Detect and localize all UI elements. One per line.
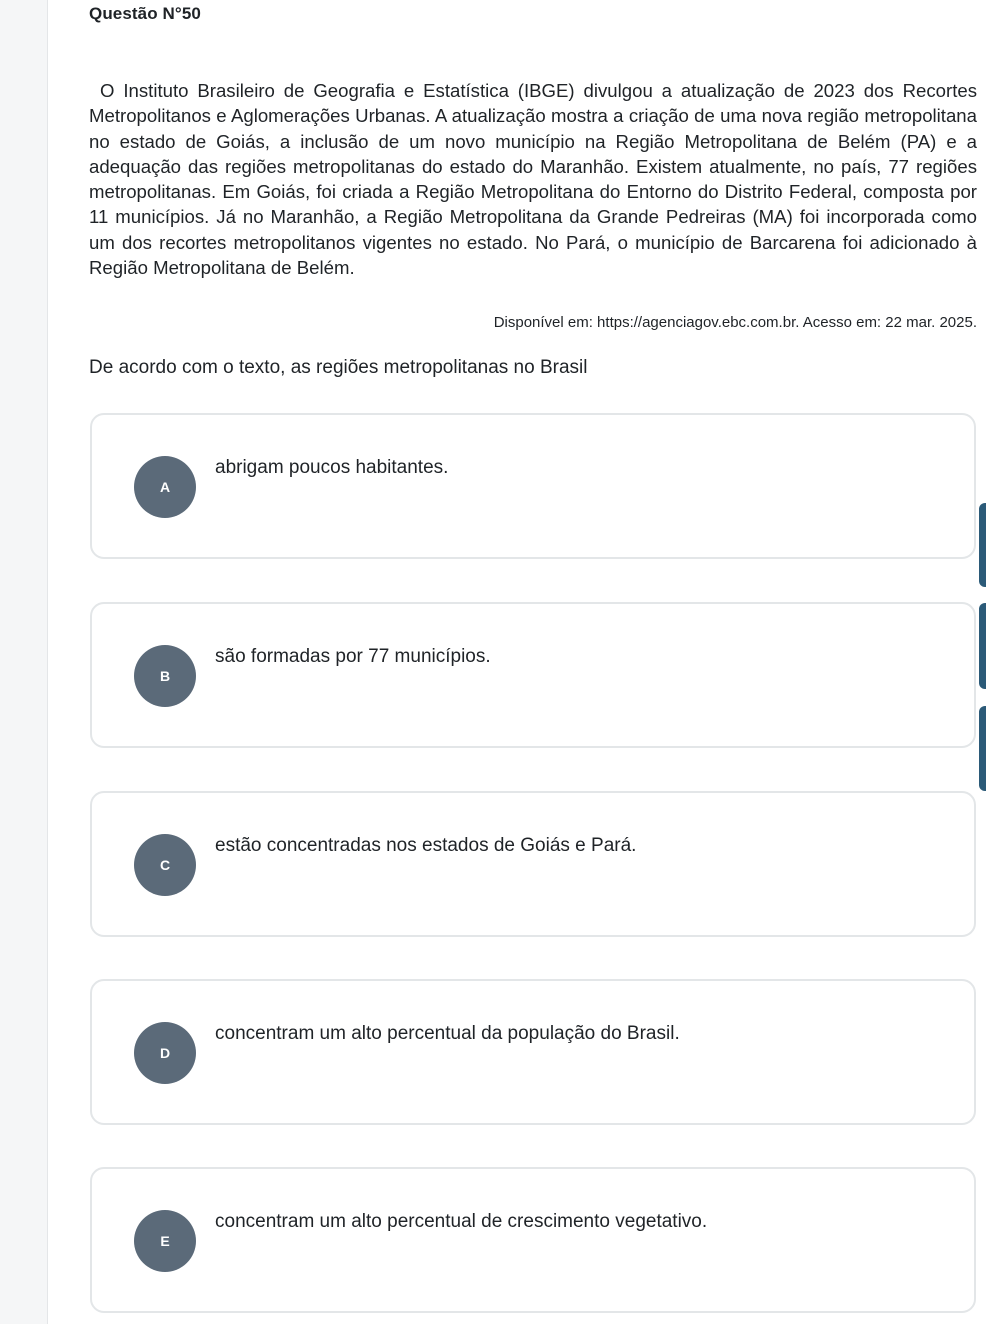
option-text: estão concentradas nos estados de Goiás e Pará. (215, 835, 637, 856)
left-rail (0, 0, 48, 1324)
question-stem: De acordo com o texto, as regiões metropolitanas no Brasil (89, 357, 588, 378)
passage-source: Disponível em: https://agenciagov.ebc.com.br. Acesso em: 22 mar. 2025. (493, 314, 977, 331)
option-c[interactable] (90, 791, 976, 937)
question-passage: O Instituto Brasileiro de Geografia e Estatística (IBGE) divulgou a atualização de 2023 dos Recortes Metropolitanos e Aglomerações Urbanas. A atualização mostra a criação de uma nova região metropolitana no estado de Goiás, a inclusão de um novo município na Região Metropolitana de Belém (PA) e a adequação das regiões metropolitanas do estado do Maranhão. Existem atualmente, no país, 77 regiões metropolitanas. Em Goiás, foi criada a Região Metropolitana do Entorno do Distrito Federal, composta por 11 municípios. Já no Maranhão, a Região Metropolitana da Grande Pedreiras (MA) foi incorporada como um dos recortes metropolitanos vigentes no estado. No Pará, o município de Barcarena foi adicionado à Região Metropolitana de Belém. (89, 80, 977, 279)
option-letter-badge: C (134, 834, 196, 896)
option-letter-badge: D (134, 1022, 196, 1084)
option-text: concentram um alto percentual da população do Brasil. (215, 1023, 680, 1044)
option-text: abrigam poucos habitantes. (215, 457, 449, 478)
side-panel-tab-2[interactable] (979, 603, 986, 689)
option-e[interactable] (90, 1167, 976, 1313)
question-number: Questão N°50 (89, 4, 201, 23)
option-text: concentram um alto percentual de crescimento vegetativo. (215, 1211, 708, 1232)
option-d[interactable] (90, 979, 976, 1125)
side-panel-tab-1[interactable] (979, 503, 986, 587)
option-letter-badge: B (134, 645, 196, 707)
option-a[interactable] (90, 413, 976, 559)
option-letter-badge: A (134, 456, 196, 518)
option-text: são formadas por 77 municípios. (215, 646, 491, 667)
option-b[interactable] (90, 602, 976, 748)
side-panel-tab-3[interactable] (979, 706, 986, 791)
option-letter-badge: E (134, 1210, 196, 1272)
